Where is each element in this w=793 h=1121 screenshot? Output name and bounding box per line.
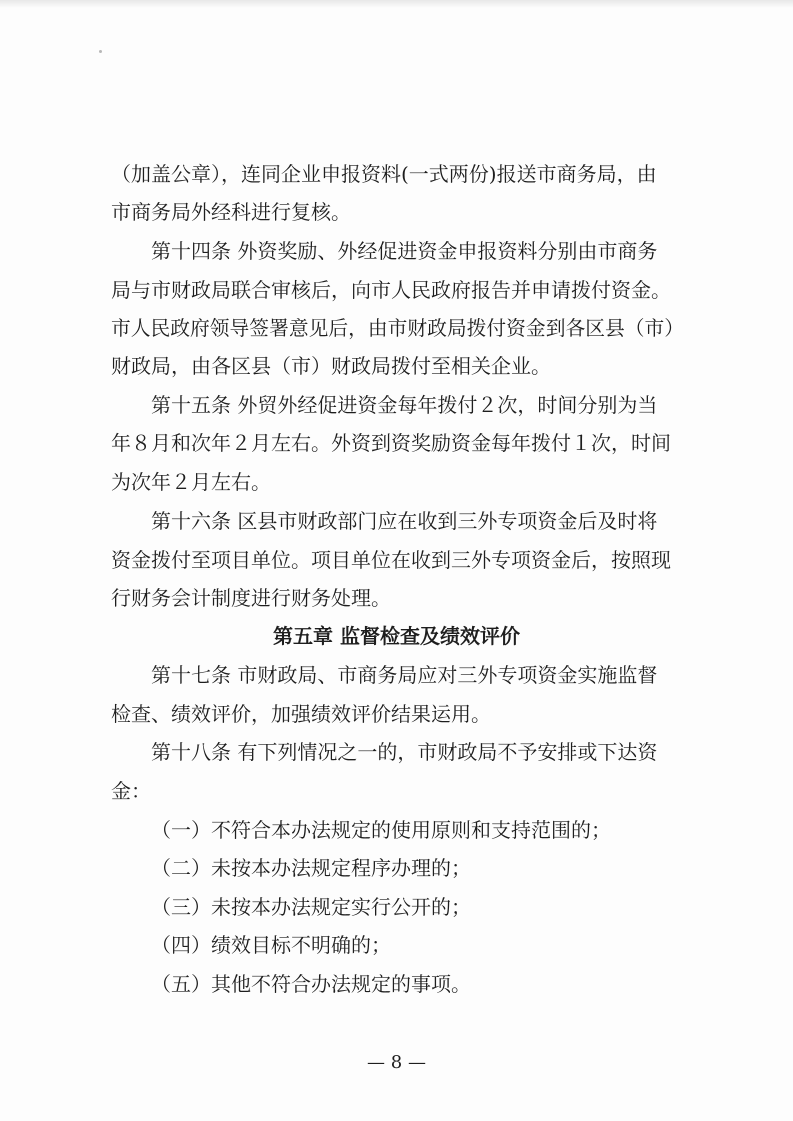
body-line: 行财务会计制度进行财务处理。: [111, 586, 391, 610]
body-line: 金：: [111, 779, 151, 803]
body-line: （加盖公章），连同企业申报资料(一式两份)报送市商务局，由: [111, 162, 657, 186]
article-17-line: 第十七条 市财政局、市商务局应对三外专项资金实施监督: [151, 663, 658, 687]
body-line: 局与市财政局联合审核后，向市人民政府报告并申请拨付资金。: [111, 278, 671, 302]
body-line: 财政局，由各区县（市）财政局拨付至相关企业。: [111, 354, 551, 378]
scan-edge-shadow: [0, 0, 793, 8]
list-item: （三）未按本办法规定实行公开的；: [151, 895, 471, 919]
list-item: （五）其他不符合办法规定的事项。: [151, 972, 471, 996]
body-line: 为次年２月左右。: [111, 470, 271, 494]
body-line: 年８月和次年２月左右。外资到资奖励资金每年拨付１次，时间: [111, 431, 671, 455]
body-line: 市人民政府领导签署意见后，由市财政局拨付资金到各区县（市）: [111, 316, 684, 340]
list-item: （四）绩效目标不明确的；: [151, 933, 391, 957]
page-number: — 8 —: [367, 1052, 426, 1073]
article-15-line: 第十五条 外贸外经促进资金每年拨付２次，时间分别为当: [151, 393, 658, 417]
list-item: （二）未按本办法规定程序办理的；: [151, 856, 471, 880]
body-line: 市商务局外经科进行复核。: [111, 200, 351, 224]
article-16-line: 第十六条 区县市财政部门应在收到三外专项资金后及时将: [151, 509, 658, 533]
chapter-heading: 第五章 监督检查及绩效评价: [273, 624, 520, 648]
list-item: （一）不符合本办法规定的使用原则和支持范围的；: [151, 818, 611, 842]
article-18-line: 第十八条 有下列情况之一的，市财政局不予安排或下达资: [151, 740, 658, 764]
scan-speck: [99, 50, 102, 53]
article-14-line: 第十四条 外资奖励、外经促进资金申报资料分别由市商务: [151, 239, 658, 263]
body-line: 资金拨付至项目单位。项目单位在收到三外专项资金后，按照现: [111, 548, 671, 572]
body-line: 检查、绩效评价，加强绩效评价结果运用。: [111, 702, 491, 726]
